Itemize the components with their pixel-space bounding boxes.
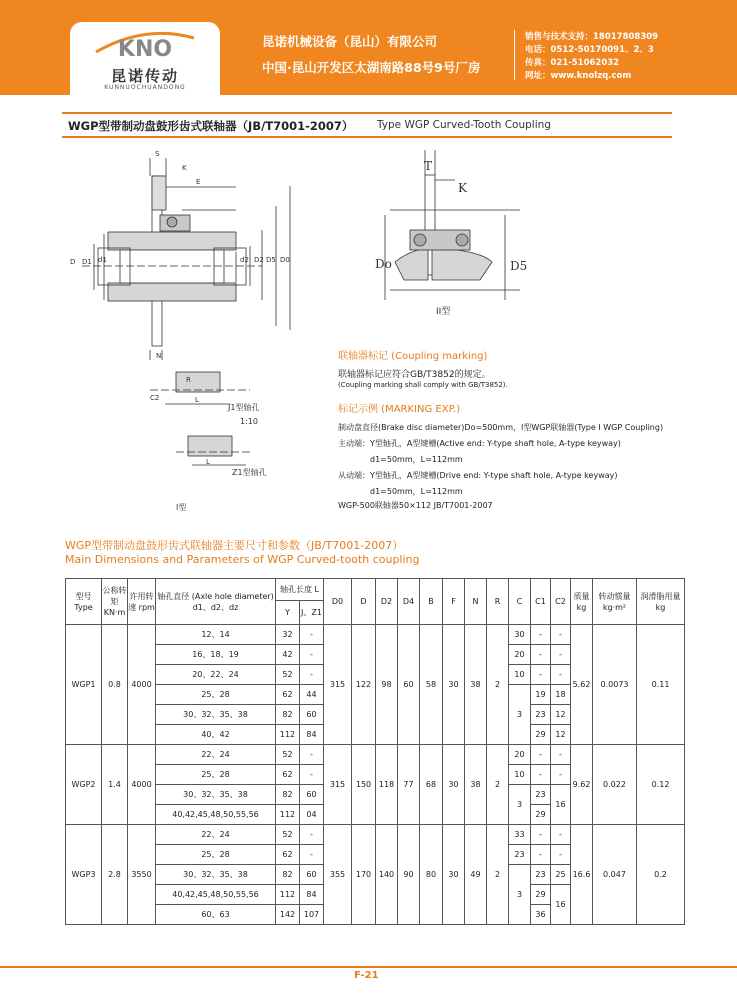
cell-d: 150 [352,745,376,825]
cell-bore: 16、18、19 [156,645,276,665]
cell-y: 82 [276,865,300,885]
cell-n: 38 [465,625,487,745]
cell-jz: 44 [300,685,324,705]
cell-y: 62 [276,765,300,785]
cell-d: 170 [352,825,376,925]
footer-line [0,966,737,968]
cell-c1: - [531,625,551,645]
cell-c1: 23 [531,705,551,725]
cell-b: 80 [420,825,443,925]
cell-d4: 60 [398,625,420,745]
cell-c: 10 [509,665,531,685]
contact-sales: 销售与技术支持：18017808309 [525,32,659,42]
label-s: S [155,150,160,158]
cell-bore: 60、63 [156,905,276,925]
th-d2: D2 [376,579,398,625]
spec-table [65,578,685,925]
cell-bore: 40,42,45,48,50,55,56 [156,805,276,825]
cell-y: 112 [276,805,300,825]
cell-c2: 12 [551,725,571,745]
example-line-5: d1=50mm，L=112mm [370,487,463,496]
cell-lube: 0.11 [637,625,685,745]
th-jz: J、Z1 [300,601,324,625]
type2-label: II型 [436,307,451,317]
th-y: Y [276,601,300,625]
cell-bore: 30、32、35、38 [156,705,276,725]
table-head [66,579,685,625]
label-k2: K [458,181,467,195]
cell-c1: 29 [531,885,551,905]
logo-cn: 昆诺传动 [110,67,179,85]
j1-label: J1型轴孔 [228,403,260,412]
logo-text: KNO [117,37,173,60]
cell-bore: 25、28 [156,685,276,705]
cell-jz: 04 [300,805,324,825]
cell-jz: - [300,645,324,665]
cell-c2: - [551,765,571,785]
cell-c1: - [531,645,551,665]
cell-speed: 4000 [128,745,156,825]
drawing-type2 [385,150,520,300]
label-e: E [196,178,201,186]
cell-bore: 40,42,45,48,50,55,56 [156,885,276,905]
taper-label: 1:10 [240,417,258,426]
cell-lube: 0.12 [637,745,685,825]
cell-c: 20 [509,745,531,765]
example-line-1: 制动盘直径(Brake disc diameter)Do=500mm，I型WGP联轴器(Type I WGP Coupling) [338,423,664,432]
cell-bore: 30、32、35、38 [156,865,276,885]
cell-y: 82 [276,785,300,805]
cell-c: 3 [509,785,531,825]
label-do: Do [375,257,392,271]
cell-c2: 16 [551,885,571,925]
th-d4: D4 [398,579,420,625]
cell-bore: 12、14 [156,625,276,645]
marking-heading: 联轴器标记 (Coupling marking) [338,351,488,362]
th-torque: 公称转矩 KN·m [102,579,128,625]
cell-c2: 12 [551,705,571,725]
cell-b: 68 [420,745,443,825]
label-d2: d2 [240,256,249,264]
label-t: T [424,159,433,173]
cell-c1: 36 [531,905,551,925]
drawing-labels [70,150,290,512]
cell-bore: 20、22、24 [156,665,276,685]
cell-c1: - [531,665,551,685]
cell-d0: 355 [324,825,352,925]
cell-y: 52 [276,825,300,845]
cell-torque: 0.8 [102,625,128,745]
cell-c2: - [551,825,571,845]
cell-c: 3 [509,685,531,745]
cell-c: 23 [509,845,531,865]
label-l2: L [206,458,210,466]
th-c2: C2 [551,579,571,625]
cell-r: 2 [487,625,509,745]
marking-rule: 联轴器标记应符合GB/T3852的规定。 [338,370,491,380]
contact-phone: 电话：0512-50170091、2、3 [525,45,654,55]
th-d: D [352,579,376,625]
example-line-6: WGP-500联轴器50×112 JB/T7001-2007 [338,501,493,510]
th-mass: 质量 kg [571,579,593,625]
cell-d2: 118 [376,745,398,825]
cell-jz: 107 [300,905,324,925]
table-body [66,625,685,925]
cell-c: 10 [509,765,531,785]
example-heading: 标记示例 (MARKING EXP.) [338,404,461,415]
cell-jz: - [300,745,324,765]
cell-jz: 60 [300,705,324,725]
cell-y: 62 [276,685,300,705]
th-type: 型号 Type [66,579,102,625]
th-c1: C1 [531,579,551,625]
th-b: B [420,579,443,625]
table-title-en: Main Dimensions and Parameters of WGP Curved-tooth coupling [65,553,420,566]
cell-b: 58 [420,625,443,745]
cell-bore: 25、28 [156,845,276,865]
cell-mass: 9.62 [571,745,593,825]
th-d0: D0 [324,579,352,625]
th-f: F [443,579,465,625]
example-line-4: 从动端：Y型轴孔，A型键槽(Drive end: Y-type shaft hole, A-type keyway) [338,471,618,480]
label-n: N [156,352,162,360]
cell-c1: 19 [531,685,551,705]
cell-c2: - [551,645,571,665]
contact-fax: 传真：021-51062032 [525,58,620,68]
drawing-type1 [82,158,290,465]
cell-r: 2 [487,745,509,825]
cell-jz: - [300,665,324,685]
cell-y: 112 [276,725,300,745]
cell-bore: 22、24 [156,745,276,765]
cell-bore: 22、24 [156,825,276,845]
label-d1-small: d1 [98,256,107,264]
th-bore: 轴孔直径 (Axle hole diameter) d1、d2、dz [156,579,276,625]
label-r: R [186,376,191,384]
cell-y: 142 [276,905,300,925]
cell-d: 122 [352,625,376,745]
th-c: C [509,579,531,625]
cell-c1: - [531,845,551,865]
cell-jz: 60 [300,785,324,805]
cell-c: 3 [509,865,531,925]
cell-c2: - [551,845,571,865]
cell-c2: - [551,665,571,685]
cell-c2: 16 [551,785,571,825]
cell-bore: 25、28 [156,765,276,785]
table-row [66,745,685,765]
cell-model: WGP3 [66,825,102,925]
cell-model: WGP2 [66,745,102,825]
cell-c2: 18 [551,685,571,705]
company-address: 中国·昆山开发区太湖南路88号9号厂房 [262,60,481,75]
th-inertia: 转动惯量 kg·m² [593,579,637,625]
cell-c2: - [551,745,571,765]
label-D5: D5 [266,256,276,264]
cell-bore: 40、42 [156,725,276,745]
example-line-3: d1=50mm，L=112mm [370,455,463,464]
cell-d4: 77 [398,745,420,825]
cell-n: 49 [465,825,487,925]
marking-rule-en: (Coupling marking shall comply with GB/T3852). [338,381,508,389]
cell-inertia: 0.022 [593,745,637,825]
th-n: N [465,579,487,625]
cell-c1: - [531,745,551,765]
cell-jz: 84 [300,885,324,905]
contact-web[interactable]: 网址：www.knolzq.com [525,71,632,81]
page-number: F-21 [354,970,379,981]
cell-d0: 315 [324,745,352,825]
title-cn: WGP型带制动盘鼓形齿式联轴器（JB/T7001-2007） [68,119,354,133]
label-k: K [182,164,187,172]
table-row [66,625,685,645]
cell-c1: - [531,825,551,845]
cell-torque: 1.4 [102,745,128,825]
label-D2: D2 [254,256,264,264]
cell-c1: 29 [531,805,551,825]
cell-torque: 2.8 [102,825,128,925]
cell-model: WGP1 [66,625,102,745]
cell-f: 30 [443,745,465,825]
cell-inertia: 0.0073 [593,625,637,745]
cell-jz: - [300,765,324,785]
th-r: R [487,579,509,625]
cell-d0: 315 [324,625,352,745]
example-line-2: 主动端：Y型轴孔，A型键槽(Active end: Y-type shaft hole, A-type keyway) [338,439,621,448]
cell-y: 62 [276,845,300,865]
cell-c2: - [551,625,571,645]
cell-y: 82 [276,705,300,725]
th-speed: 许用转速 rpm [128,579,156,625]
logo-en: KUNNUOCHUANDONG [104,84,186,91]
th-length: 轴孔长度 L [276,579,324,601]
cell-inertia: 0.047 [593,825,637,925]
table-row [66,825,685,845]
cell-y: 112 [276,885,300,905]
cell-jz: 84 [300,725,324,745]
cell-speed: 4000 [128,625,156,745]
cell-y: 42 [276,645,300,665]
cell-c1: 29 [531,725,551,745]
cell-c1: - [531,765,551,785]
cell-bore: 30、32、35、38 [156,785,276,805]
label-D0: D0 [280,256,290,264]
cell-c1: 23 [531,865,551,885]
cell-n: 38 [465,745,487,825]
cell-lube: 0.2 [637,825,685,925]
cell-c1: 23 [531,785,551,805]
cell-d2: 140 [376,825,398,925]
label-d5: D5 [510,259,528,273]
cell-jz: 60 [300,865,324,885]
label-l: L [195,396,199,404]
company-name: 昆诺机械设备（昆山）有限公司 [262,34,438,49]
cell-jz: - [300,625,324,645]
cell-r: 2 [487,825,509,925]
cell-f: 30 [443,825,465,925]
cell-y: 52 [276,745,300,765]
cell-d2: 98 [376,625,398,745]
cell-jz: - [300,845,324,865]
label-d1: D1 [82,258,92,266]
title-en: Type WGP Curved-Tooth Coupling [377,119,551,131]
z1-label: Z1型轴孔 [232,468,267,477]
cell-mass: 16.6 [571,825,593,925]
cell-jz: - [300,825,324,845]
table-title-cn: WGP型带制动盘鼓形齿式联轴器主要尺寸和参数（JB/T7001-2007） [65,539,404,552]
label-c2: C2 [150,394,160,402]
label-d: D [70,258,76,266]
type1-label: I型 [176,503,187,512]
cell-c: 30 [509,625,531,645]
cell-c2: 25 [551,865,571,885]
th-lube: 润滑脂用量 kg [637,579,685,625]
cell-c: 33 [509,825,531,845]
cell-speed: 3550 [128,825,156,925]
cell-f: 30 [443,625,465,745]
cell-y: 52 [276,665,300,685]
cell-mass: 5.62 [571,625,593,745]
cell-c: 20 [509,645,531,665]
cell-y: 32 [276,625,300,645]
cell-d4: 90 [398,825,420,925]
